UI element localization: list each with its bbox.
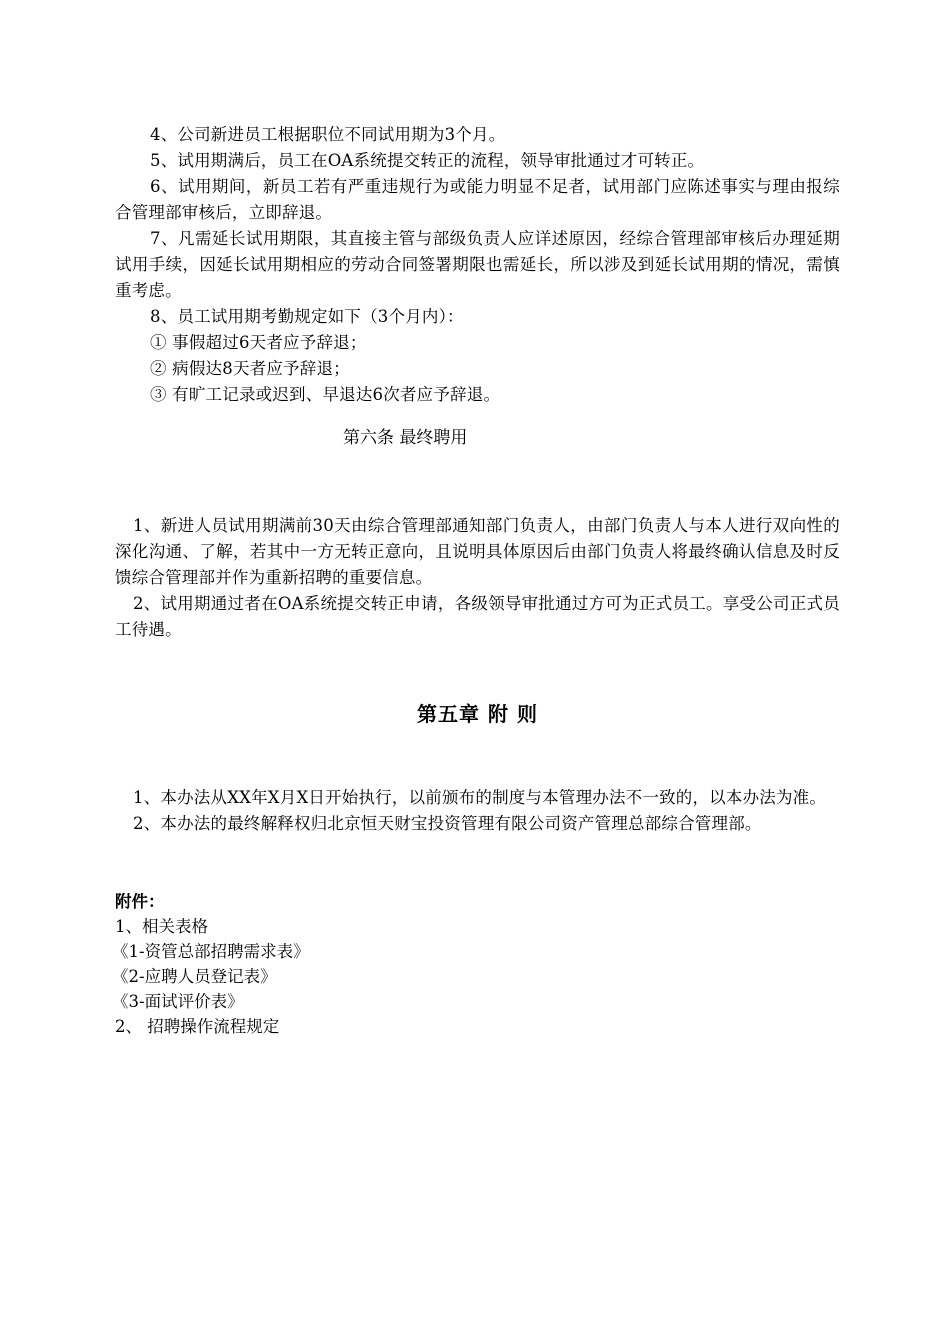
spacer [115, 837, 840, 889]
attachment-line: 1、相关表格 [115, 917, 208, 936]
supplementary-item-2: 2、本办法的最终解释权归北京恒天财宝投资管理有限公司资产管理总部综合管理部。 [133, 814, 762, 833]
probation-item-8: 8、员工试用期考勤规定如下（3个月内）： [150, 307, 464, 326]
probation-item-4: 4、公司新进员工根据职位不同试用期为3个月。 [150, 125, 506, 144]
attendance-rule-2: ② 病假达8天者应予辞退； [150, 359, 350, 378]
probation-item-6: 6、试用期间，新员工若有严重违规行为或能力明显不足者，试用部门应陈述事实与理由报综合管理部审核后，立即辞退。 [115, 177, 840, 222]
final-hire-item-1: 1、新进人员试用期满前30天由综合管理部通知部门负责人，由部门负责人与本人进行双向性的深化沟通、了解，若其中一方无转正意向，且说明具体原因后由部门负责人将最终确认信息及时反馈综合管理部并作为重新招聘的重要信息。 [115, 516, 840, 587]
spacer [115, 451, 840, 513]
attachment-form-3: 《3-面试评价表》 [112, 992, 244, 1011]
probation-item-5: 5、试用期满后，员工在OA系统提交转正的流程，领导审批通过才可转正。 [150, 151, 705, 170]
supplementary-item-1: 1、本办法从XX年X月X日开始执行，以前颁布的制度与本管理办法不一致的，以本办法为准。 [133, 788, 827, 807]
attachments-heading: 附件： [115, 892, 165, 911]
document-body [112, 122, 840, 1039]
attachment-line: 2、 招聘操作流程规定 [115, 1017, 280, 1036]
article-6-title: 第六条 最终聘用 [343, 428, 468, 448]
final-hire-item-2: 2、试用期通过者在OA系统提交转正申请，各级领导审批通过方可为正式员工。享受公司正式员工待遇。 [115, 594, 840, 639]
probation-item-7: 7、凡需延长试用期限，其直接主管与部级负责人应详述原因，经综合管理部审核后办理延期试用手续，因延长试用期相应的劳动合同签署期限也需延长，所以涉及到延长试用期的情况，需慎重考虑。 [115, 229, 840, 300]
spacer [115, 729, 840, 785]
attendance-rule-3: ③ 有旷工记录或迟到、早退达6次者应予辞退。 [150, 385, 501, 404]
chapter-5-title: 第五章 附 则 [417, 702, 538, 726]
attachment-form-2: 《2-应聘人员登记表》 [112, 967, 277, 986]
spacer [115, 643, 840, 699]
attachment-form-1: 《1-资管总部招聘需求表》 [112, 942, 310, 961]
attendance-rule-1: ① 事假超过6天者应予辞退； [150, 333, 367, 352]
